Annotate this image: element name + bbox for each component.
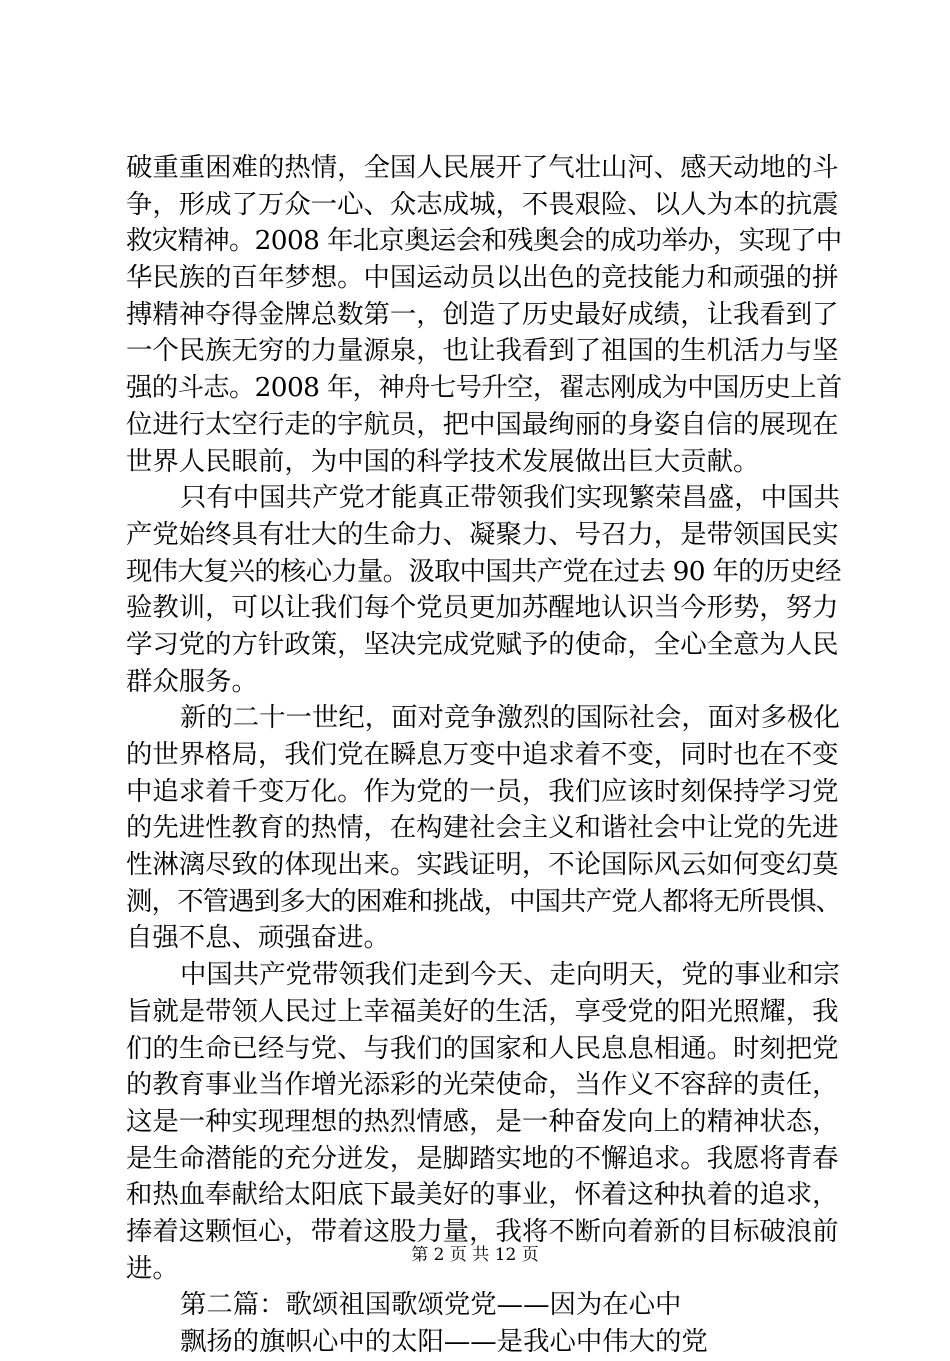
text-line: 学习党的方针政策，坚决完成党赋予的使命，全心全意为人民 — [126, 628, 839, 660]
text-line: 自强不息、顽强奋进。 — [126, 922, 390, 954]
text-line: 搏精神夺得金牌总数第一，创造了历史最好成绩，让我看到了 — [126, 298, 839, 330]
text-line: 的世界格局，我们党在瞬息万变中追求着不变，同时也在不变 — [126, 739, 839, 770]
text-line: 世界人民眼前，为中国的科学技术发展做出巨大贡献。 — [126, 445, 760, 477]
text-line: 位进行太空行走的宇航员，把中国最绚丽的身姿自信的展现在 — [126, 408, 839, 440]
text-line: 的先进性教育的热情，在构建社会主义和谐社会中让党的先进 — [126, 812, 839, 844]
text-line: 中追求着千变万化。作为党的一员，我们应该时刻保持学习党 — [126, 775, 839, 807]
text-line: 的教育事业当作增光添彩的光荣使命，当作义不容辞的责任， — [126, 1069, 839, 1101]
text-line: 群众服务。 — [126, 665, 258, 697]
text-line: 测，不管遇到多大的困难和挑战，中国共产党人都将无所畏惧、 — [126, 885, 842, 917]
text-line: 验教训，可以让我们每个党员更加苏醒地认识当今形势，努力 — [126, 592, 839, 624]
page-footer: 第 2 页 共 12 页 — [411, 1245, 539, 1265]
text-line: 旨就是带领人民过上幸福美好的生活，享受党的阳光照耀，我 — [126, 995, 839, 1027]
body-text — [126, 150, 842, 1361]
text-line: 进。 — [126, 1252, 179, 1284]
text-line: 捧着这颗恒心，带着这股力量，我将不断向着新的目标破浪前 — [126, 1215, 839, 1247]
text-line: 一个民族无穷的力量源泉，也让我看到了祖国的生机活力与坚 — [126, 335, 839, 367]
text-line: 这是一种实现理想的热烈情感，是一种奋发向上的精神状态， — [126, 1105, 839, 1137]
text-line: 破重重困难的热情，全国人民展开了气壮山河、感天动地的斗 — [126, 152, 839, 183]
text-line: 新的二十一世纪，面对竞争激烈的国际社会，面对多极化 — [180, 702, 840, 734]
text-line: 只有中国共产党才能真正带领我们实现繁荣昌盛，中国共 — [180, 482, 840, 514]
text-line: 们的生命已经与党、与我们的国家和人民息息相通。时刻把党 — [126, 1032, 839, 1064]
text-line: 华民族的百年梦想。中国运动员以出色的竞技能力和顽强的拼 — [126, 262, 839, 294]
text-line: 飘扬的旗帜心中的太阳——是我心中伟大的党 — [180, 1326, 708, 1357]
text-line: 产党始终具有壮大的生命力、凝聚力、号召力，是带领国民实 — [126, 518, 839, 550]
text-line: 救灾精神。2008 年北京奥运会和残奥会的成功举办，实现了中 — [126, 225, 842, 257]
text-line: 现伟大复兴的核心力量。汲取中国共产党在过去 90 年的历史经 — [126, 555, 841, 587]
text-line: 中国共产党带领我们走到今天、走向明天，党的事业和宗 — [180, 959, 840, 991]
text-line: 是生命潜能的充分迸发，是脚踏实地的不懈追求。我愿将青春 — [126, 1142, 839, 1174]
text-line: 和热血奉献给太阳底下最美好的事业，怀着这种执着的追求， — [126, 1179, 839, 1211]
text-line: 性淋漓尽致的体现出来。实践证明，不论国际风云如何变幻莫 — [126, 849, 839, 881]
text-line: 强的斗志。2008 年，神舟七号升空，翟志刚成为中国历史上首 — [126, 372, 842, 404]
text-line: 争，形成了万众一心、众志成城，不畏艰险、以人为本的抗震 — [126, 188, 839, 220]
text-line: 第二篇：歌颂祖国歌颂党党——因为在心中 — [180, 1289, 682, 1321]
